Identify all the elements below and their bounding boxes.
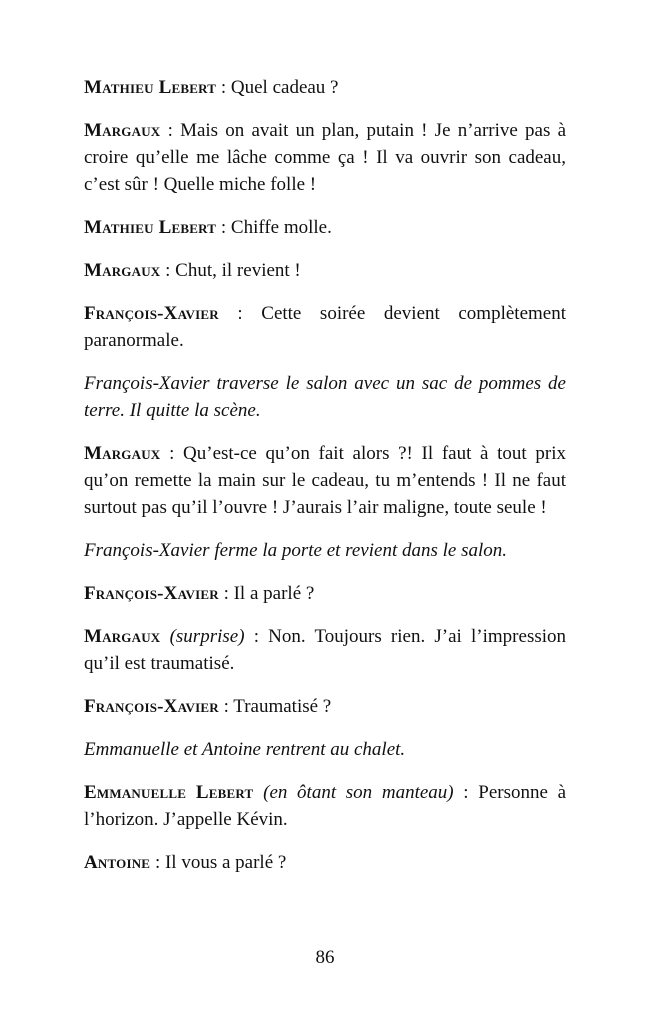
separator: :: [244, 626, 269, 647]
dialogue-text: Chiffe molle.: [230, 217, 332, 238]
dialogue-text: Quel cadeau ?: [230, 77, 339, 98]
dialogue-line: [84, 214, 566, 241]
separator: :: [160, 120, 181, 141]
speaker-name: Mathieu Lebert: [84, 217, 217, 238]
dialogue-text: Non. Toujours rien. J’ai l’impression qu’il est traumatisé.: [84, 626, 567, 674]
separator: :: [218, 583, 234, 604]
separator: :: [453, 782, 479, 803]
speaker-name: Margaux: [84, 120, 161, 141]
stage-direction: Emmanuelle et Antoine rentrent au chalet.: [84, 739, 406, 760]
dialogue-line: [84, 580, 566, 607]
speaker-name: Margaux: [84, 443, 161, 464]
speaker-name: Antoine: [84, 852, 151, 873]
dialogue-line: [84, 779, 566, 833]
script-page: [84, 74, 566, 892]
speaker-name: Margaux: [84, 626, 161, 647]
parenthetical: (en ôtant son manteau): [263, 782, 454, 803]
dialogue-line: [84, 257, 566, 284]
dialogue-text: Personne à l’horizon. J’appelle Kévin.: [84, 782, 567, 830]
speaker-name: Mathieu Lebert: [84, 77, 217, 98]
dialogue-text: Traumatisé ?: [233, 696, 332, 717]
separator: :: [160, 260, 176, 281]
separator: :: [216, 77, 231, 98]
dialogue-text: Qu’est-ce qu’on fait alors ?! Il faut à tout prix qu’on remette la main sur le cadeau, tu m’entends ! Il ne faut surtout pas qu’il l’ouvre ! J’aurais l’air maligne, toute seule !: [84, 443, 566, 518]
speaker-name: François-Xavier: [84, 583, 219, 604]
dialogue-text: Cette soirée devient complètement paranormale.: [84, 303, 567, 351]
dialogue-line: [84, 849, 566, 876]
dialogue-line: [84, 623, 566, 677]
separator: :: [216, 217, 231, 238]
separator: :: [150, 852, 165, 873]
dialogue-line: [84, 300, 566, 354]
separator: :: [218, 696, 234, 717]
dialogue-line: [84, 74, 566, 101]
dialogue-line: [84, 117, 566, 198]
stage-direction: François-Xavier traverse le salon avec un sac de pommes de terre. Il quitte la scène.: [84, 373, 566, 421]
page-number: 86: [315, 947, 335, 968]
dialogue-text: Il vous a parlé ?: [164, 852, 287, 873]
dialogue-line: [84, 440, 566, 521]
parenthetical: (surprise): [169, 626, 245, 647]
speaker-name: Margaux: [84, 260, 161, 281]
stage-direction: François-Xavier ferme la porte et revient dans le salon.: [84, 540, 508, 561]
dialogue-line: [84, 693, 566, 720]
dialogue-text: Mais on avait un plan, putain ! Je n’arrive pas à croire qu’elle me lâche comme ça ! Il va ouvrir son cadeau, c’est sûr ! Quelle miche folle !: [84, 120, 567, 195]
dialogue-text: Il a parlé ?: [233, 583, 315, 604]
separator: :: [160, 443, 184, 464]
separator: :: [218, 303, 262, 324]
speaker-name: Emmanuelle Lebert: [84, 782, 254, 803]
speaker-name: François-Xavier: [84, 696, 219, 717]
speaker-name: François-Xavier: [84, 303, 219, 324]
dialogue-text: Chut, il revient !: [175, 260, 301, 281]
